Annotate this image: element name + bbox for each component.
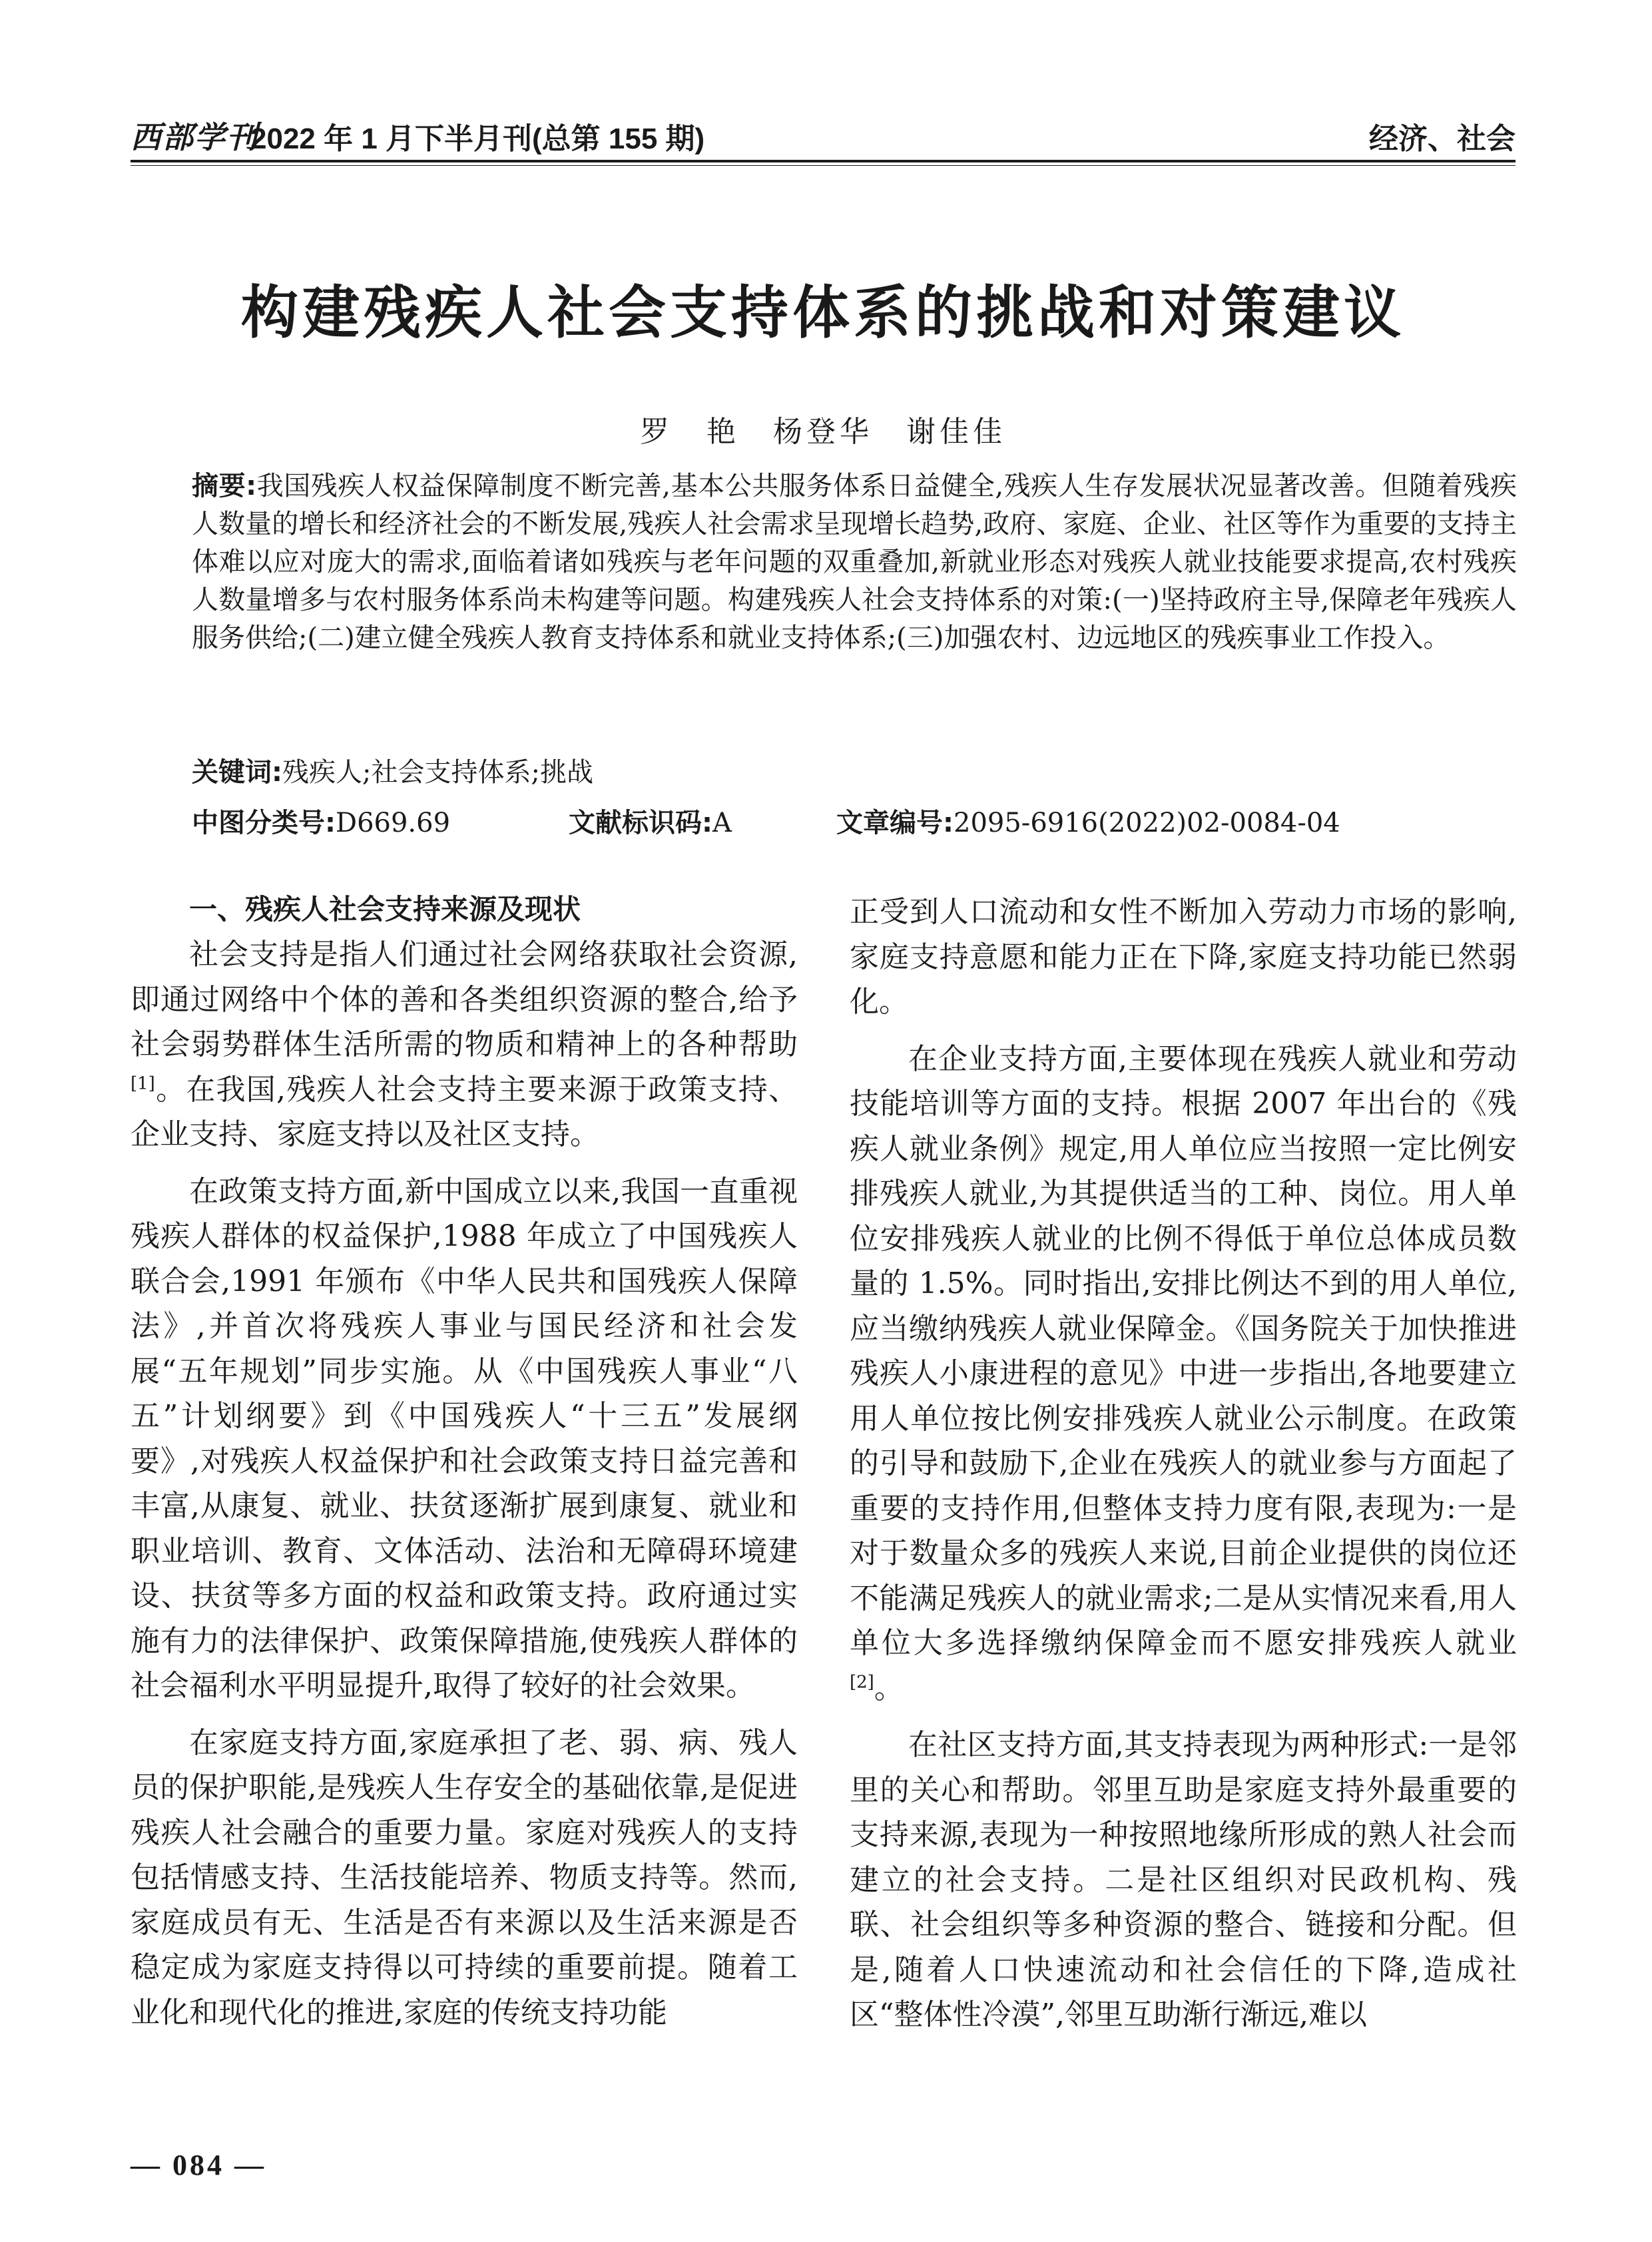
clc-number: [192, 802, 450, 840]
document-code-value: A: [712, 808, 732, 838]
header-rule: [131, 160, 1515, 162]
clc-label: 中图分类号:: [192, 808, 336, 838]
abstract: [192, 467, 1517, 657]
paragraph: 在社区支持方面,其支持表现为两种形式:一是邻里的关心和帮助。邻里互助是家庭支持外最重要的支持来源,表现为一种按照地缘所形成的熟人社会而建立的社会支持。二是社区组织对民政机构、残联、社会组织等多种资源的整合、链接和分配。但是,随着人口快速流动和社会信任的下降,造成社区“整体性冷漠”,邻里互助渐行渐远,难以: [850, 1728, 1517, 2032]
paragraph-text: 在企业支持方面,主要体现在残疾人就业和劳动技能培训等方面的支持。根据 2007 年出台的《残疾人就业条例》规定,用人单位应当按照一定比例安排残疾人就业,为其提供适当的工种、岗位。用人单位安排残疾人就业的比例不得低于单位总体成员数量的 1.5%。同时指出,安排比例达不到的用人单位,应当缴纳残疾人就业保障金。《国务院关于加快推进残疾人小康进程的意见》中进一步指出,各地要建立用人单位按比例安排残疾人就业公示制度。在政策的引导和鼓励下,企业在残疾人的就业参与方面起了重要的支持作用,但整体支持力度有限,表现为:一是对于数量众多的残疾人来说,目前企业提供的岗位还不能满足残疾人的就业需求;二是从实情况来看,用人单位大多选择缴纳保障金而不愿安排残疾人就业: [850, 1041, 1517, 1660]
document-code: [569, 802, 732, 840]
paragraph-text: 社会支持是指人们通过社会网络获取社会资源,即通过网络中个体的善和各类组织资源的整合,给予社会弱势群体生活所需的物质和精神上的各种帮助: [131, 938, 798, 1061]
paragraph: 正受到人口流动和女性不断加入劳动力市场的影响,家庭支持意愿和能力正在下降,家庭支持功能已然弱化。: [850, 895, 1517, 1019]
keywords: [192, 751, 1517, 789]
abstract-label: 摘要:: [192, 471, 257, 501]
page-number: — 084 —: [131, 2149, 266, 2181]
abstract-text: 我国残疾人权益保障制度不断完善,基本公共服务体系日益健全,残疾人生存发展状况显著改善。但随着残疾人数量的增长和经济社会的不断发展,残疾人社会需求呈现增长趋势,政府、家庭、企业、社区等作为重要的支持主体难以应对庞大的需求,面临着诸如残疾与老年问题的双重叠加,新就业形态对残疾人就业技能要求提高,农村残疾人数量增多与农村服务体系尚未构建等问题。构建残疾人社会支持体系的对策:(一)坚持政府主导,保障老年残疾人服务供给;(二)建立健全残疾人教育支持体系和就业支持体系;(三)加强农村、边远地区的残疾事业工作投入。: [192, 471, 1517, 653]
keywords-text: 残疾人;社会支持体系;挑战: [282, 757, 593, 788]
paragraph: [131, 932, 798, 1157]
keywords-label: 关键词:: [192, 757, 282, 788]
paragraph: 在家庭支持方面,家庭承担了老、弱、病、残人员的保护职能,是残疾人生存安全的基础依靠,是促进残疾人社会融合的重要力量。家庭对残疾人的支持包括情感支持、生活技能培养、物质支持等。然而,家庭成员有无、生活是否有来源以及生活来源是否稳定成为家庭支持得以可持续的重要前提。随着工业化和现代化的推进,家庭的传统支持功能: [131, 1725, 798, 2030]
author-list: 罗 艳 杨登华 谢佳佳: [640, 415, 1006, 449]
clc-value: D669.69: [336, 808, 451, 838]
header-rule-thin: [131, 165, 1515, 166]
article-number: [836, 802, 1340, 840]
document-code-label: 文献标识码:: [569, 808, 712, 838]
paragraph: 在政策支持方面,新中国成立以来,我国一直重视残疾人群体的权益保护,1988 年成立了中国残疾人联合会,1991 年颁布《中华人民共和国残疾人保障法》,并首次将残疾人事业与国民经济和社会发展“五年规划”同步实施。从《中国残疾人事业“八五”计划纲要》到《中国残疾人“十三五”发展纲要》,对残疾人权益保护和社会政策支持日益完善和丰富,从康复、就业、扶贫逐渐扩展到康复、就业和职业培训、教育、文体活动、法治和无障碍环境建设、扶贫等多方面的权益和政策支持。政府通过实施有力的法律保护、政策保障措施,使残疾人群体的社会福利水平明显提升,取得了较好的社会效果。: [131, 1174, 798, 1703]
running-header: [131, 113, 1515, 153]
section-label: 经济、社会: [1369, 123, 1515, 155]
paragraph-text: 。: [874, 1671, 904, 1705]
citation-ref: [1]: [131, 1073, 155, 1093]
left-column: [131, 890, 798, 2035]
classification-line: [192, 802, 1517, 838]
paragraph-text: 。在我国,残疾人社会支持主要来源于政策支持、企业支持、家庭支持以及社区支持。: [131, 1072, 798, 1151]
journal-logo: 西部学刊: [131, 119, 258, 155]
section-heading: 一、残疾人社会支持来源及现状: [189, 893, 581, 926]
article-number-value: 2095-6916(2022)02-0084-04: [954, 808, 1340, 838]
right-column: [850, 890, 1517, 2038]
citation-ref: [2]: [850, 1671, 874, 1692]
issue-info: 2022 年 1 月下半月刊(总第 155 期): [250, 123, 705, 155]
paragraph: [850, 1037, 1517, 1711]
article-title: 构建残疾人社会支持体系的挑战和对策建议: [241, 280, 1405, 346]
article-number-label: 文章编号:: [836, 808, 954, 838]
